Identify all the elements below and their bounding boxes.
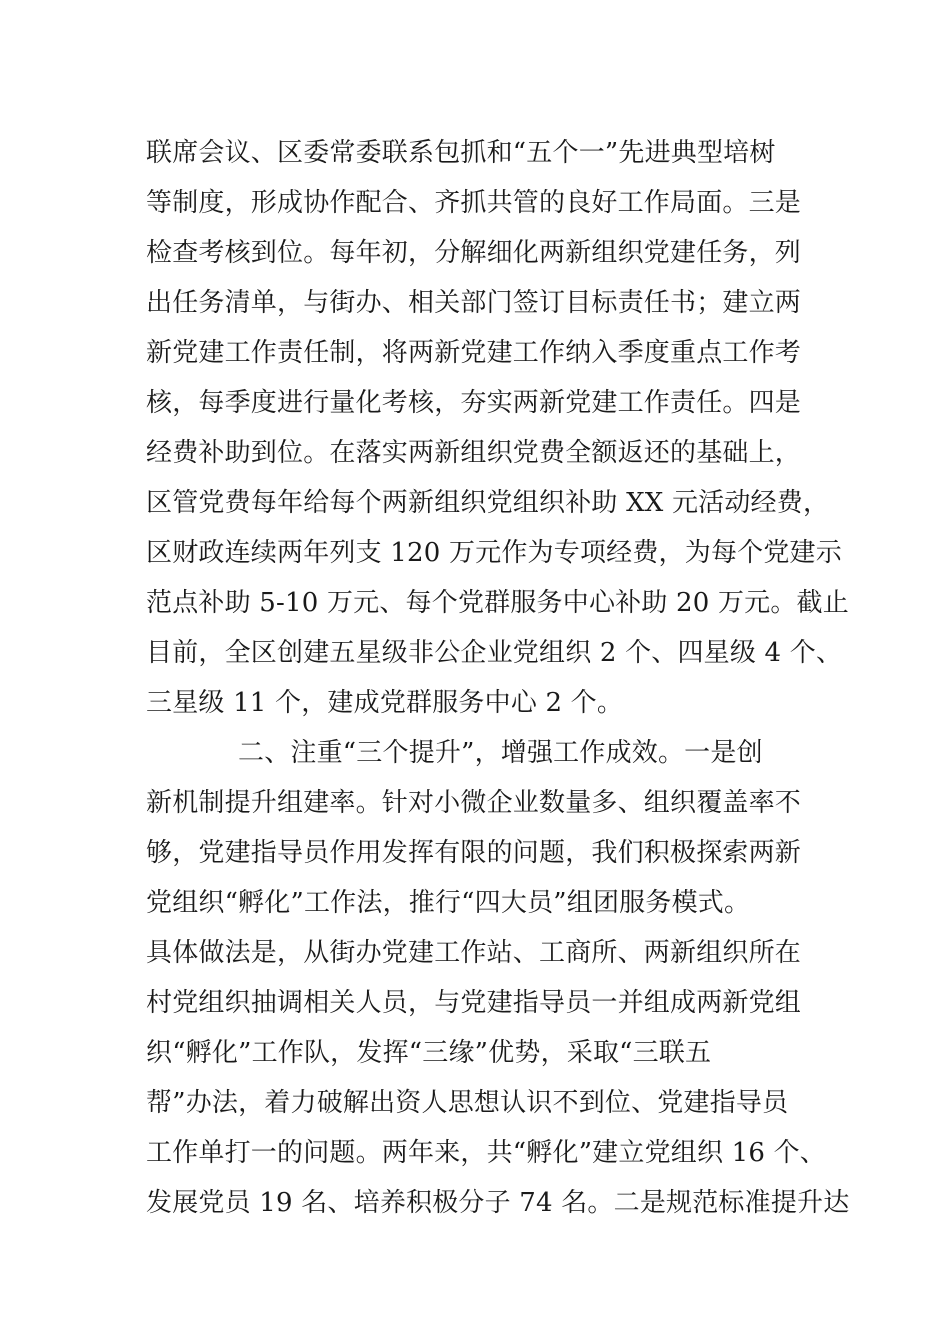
text-line: 工作单打一的问题。两年来，共“孵化”建立党组织 16 个、	[146, 1138, 826, 1168]
text-line: 目前，全区创建五星级非公企业党组织 2 个、四星级 4 个、	[146, 638, 843, 668]
text-line: 经费补助到位。在落实两新组织党费全额返还的基础上，	[146, 438, 802, 468]
text-line: 新党建工作责任制，将两新党建工作纳入季度重点工作考	[146, 338, 802, 368]
text-line: 织“孵化”工作队，发挥“三缘”优势，采取“三联五	[146, 1038, 712, 1068]
text-line: 核，每季度进行量化考核，夯实两新党建工作责任。四是	[146, 388, 802, 418]
text-line: 范点补助 5-10 万元、每个党群服务中心补助 20 万元。截止	[146, 588, 849, 618]
text-line: 具体做法是，从街办党建工作站、工商所、两新组织所在	[146, 938, 802, 968]
text-line: 等制度，形成协作配合、齐抓共管的良好工作局面。三是	[146, 188, 802, 218]
text-line: 党组织“孵化”工作法，推行“四大员”组团服务模式。	[146, 888, 751, 918]
text-line: 三星级 11 个，建成党群服务中心 2 个。	[146, 688, 624, 718]
text-line: 联席会议、区委常委联系包抓和“五个一”先进典型培树	[146, 138, 776, 168]
text-line: 村党组织抽调相关人员，与党建指导员一并组成两新党组	[146, 988, 802, 1018]
text-line: 区财政连续两年列支 120 万元作为专项经费，为每个党建示	[146, 538, 842, 568]
text-line: 区管党费每年给每个两新组织党组织补助 XX 元活动经费，	[146, 488, 830, 518]
text-line: 够，党建指导员作用发挥有限的问题，我们积极探索两新	[146, 838, 802, 868]
text-line: 出任务清单，与街办、相关部门签订目标责任书；建立两	[146, 288, 802, 318]
text-line: 检查考核到位。每年初，分解细化两新组织党建任务，列	[146, 238, 802, 268]
body-text	[146, 128, 850, 1228]
text-line: 新机制提升组建率。针对小微企业数量多、组织覆盖率不	[146, 788, 802, 818]
text-line: 帮”办法，着力破解出资人思想认识不到位、党建指导员	[146, 1088, 789, 1118]
text-line: 发展党员 19 名、培养积极分子 74 名。二是规范标准提升达	[146, 1188, 850, 1218]
paragraph-start-line: 二、注重“三个提升”，增强工作成效。一是创	[238, 738, 763, 768]
